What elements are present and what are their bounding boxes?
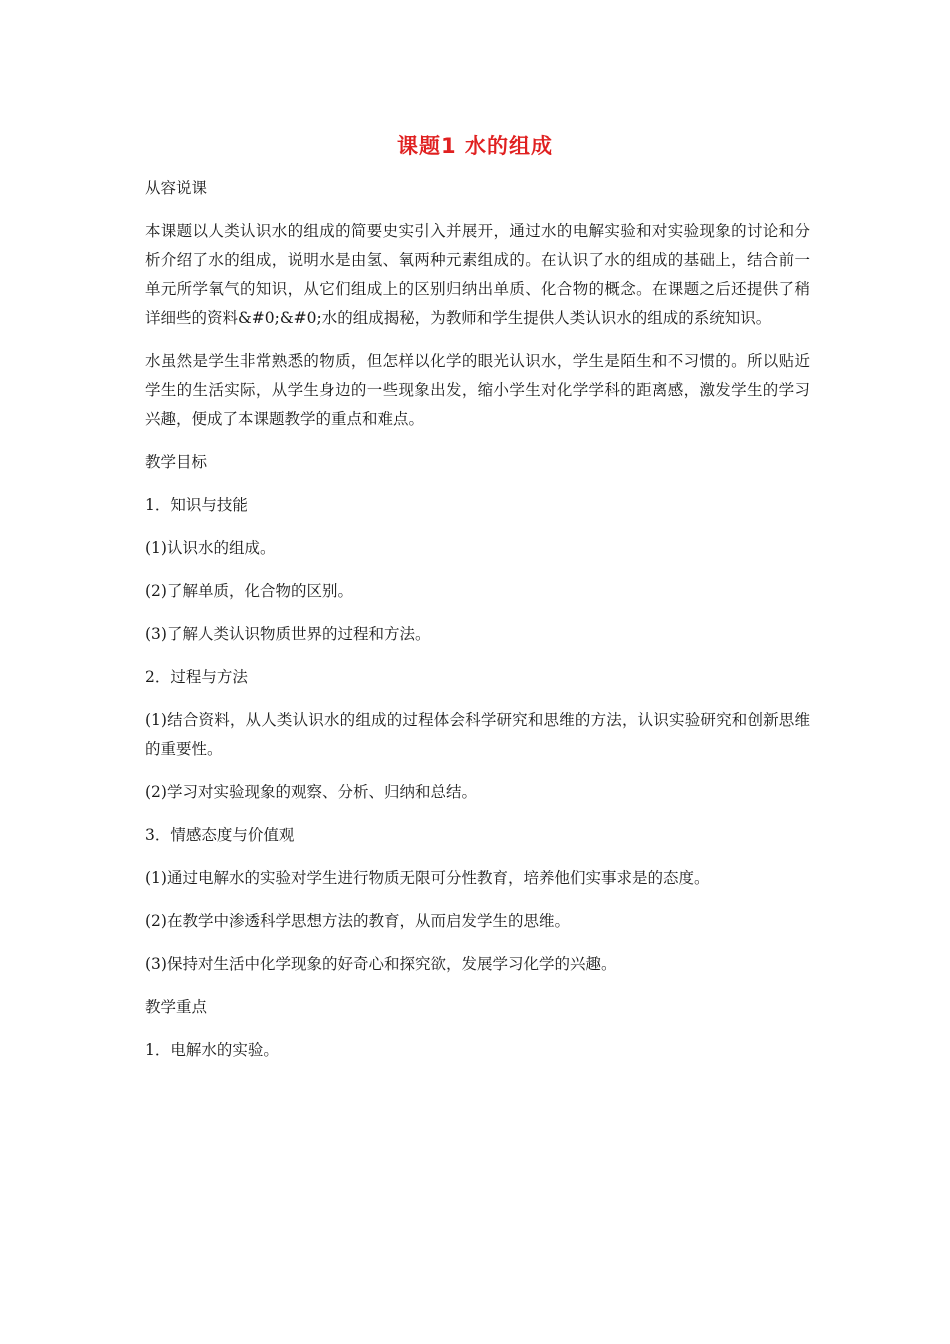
list-item: (1)结合资料，从人类认识水的组成的过程体会科学研究和思维的方法，认识实验研究和创新思维的重要性。 [145,711,810,758]
list-item: (1)认识水的组成。 [145,539,276,557]
subsection-heading: 1．知识与技能 [145,496,248,514]
subsection-heading: 3．情感态度与价值观 [145,826,295,844]
section-heading: 教学重点 [145,998,208,1016]
list-item: (3)了解人类认识物质世界的过程和方法。 [145,625,431,643]
list-item: (2)在教学中渗透科学思想方法的教育，从而启发学生的思维。 [145,912,570,930]
document-body [145,174,810,1079]
list-item: (2)学习对实验现象的观察、分析、归纳和总结。 [145,783,477,801]
paragraph: 水虽然是学生非常熟悉的物质，但怎样以化学的眼光认识水，学生是陌生和不习惯的。所以贴近学生的生活实际，从学生身边的一些现象出发，缩小学生对化学学科的距离感，激发学生的学习兴趣，便成了本课题教学的重点和难点。 [145,352,810,428]
paragraph: 本课题以人类认识水的组成的简要史实引入并展开，通过水的电解实验和对实验现象的讨论和分析介绍了水的组成，说明水是由氢、氧两种元素组成的。在认识了水的组成的基础上，结合前一单元所学氧气的知识，从它们组成上的区别归纳出单质、化合物的概念。在课题之后还提供了稍详细些的资料&#0;&#0;水的组成揭秘，为教师和学生提供人类认识水的组成的系统知识。 [145,222,810,327]
document-title: 课题1 水的组成 [397,134,553,158]
subsection-heading: 2．过程与方法 [145,668,248,686]
list-item: (3)保持对生活中化学现象的好奇心和探究欲，发展学习化学的兴趣。 [145,955,617,973]
section-heading: 教学目标 [145,453,208,471]
list-item: (2)了解单质，化合物的区别。 [145,582,353,600]
section-heading: 从容说课 [145,179,208,197]
list-item: (1)通过电解水的实验对学生进行物质无限可分性教育，培养他们实事求是的态度。 [145,869,710,887]
list-item: 1．电解水的实验。 [145,1041,279,1059]
